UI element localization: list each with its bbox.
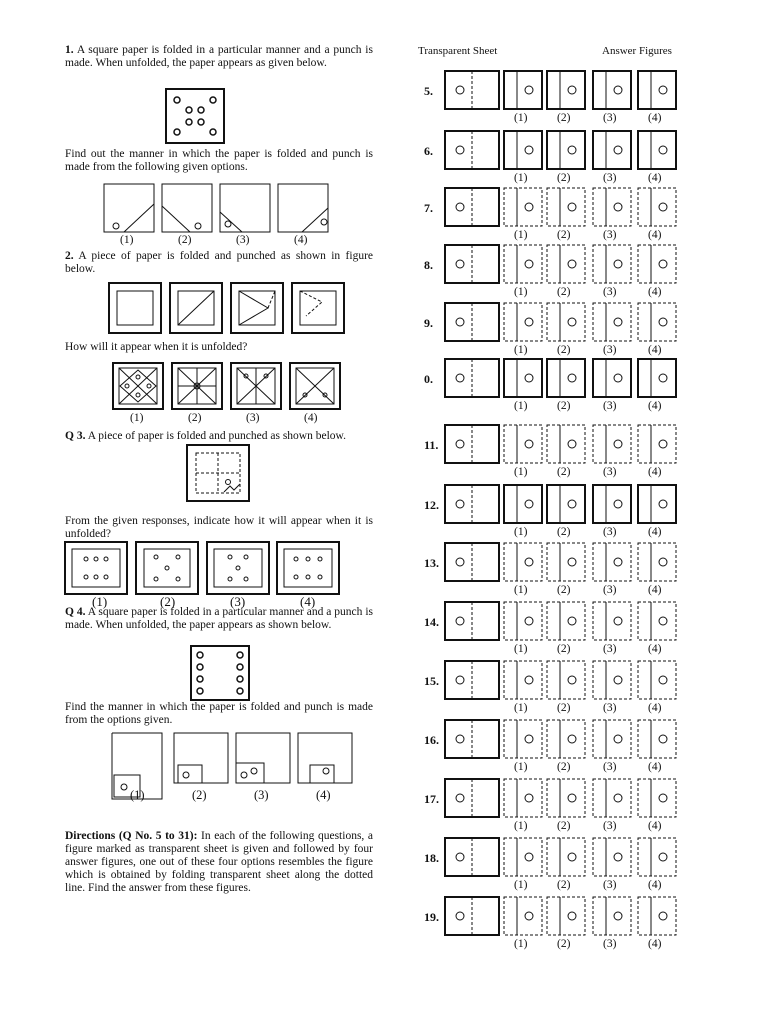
answer-option-label[interactable]: (4) bbox=[648, 400, 662, 412]
answer-figure[interactable] bbox=[503, 601, 543, 641]
answer-figure[interactable] bbox=[637, 358, 677, 398]
answer-figure[interactable] bbox=[592, 778, 632, 818]
question-number: 0. bbox=[424, 372, 433, 386]
q1-followup: Find out the manner in which the paper is folded and punch is made from the following given options. bbox=[65, 148, 373, 173]
answer-figure[interactable] bbox=[546, 424, 586, 464]
question-number: 18. bbox=[424, 851, 439, 865]
answer-option-label[interactable]: (4) bbox=[648, 526, 662, 538]
answer-figure[interactable] bbox=[503, 778, 543, 818]
answer-figure[interactable] bbox=[503, 719, 543, 759]
answer-option-label[interactable]: (3) bbox=[603, 938, 617, 950]
answer-option-label[interactable]: (2) bbox=[557, 172, 571, 184]
question-number: 11. bbox=[424, 438, 439, 452]
answer-figure[interactable] bbox=[637, 302, 677, 342]
question-number: 5. bbox=[424, 84, 433, 98]
question-number: 16. bbox=[424, 733, 439, 747]
answer-option-label[interactable]: (1) bbox=[514, 466, 528, 478]
answer-figures-header: Answer Figures bbox=[602, 45, 672, 57]
q1-number: 1. bbox=[65, 44, 74, 56]
answer-option-label[interactable]: (3) bbox=[603, 879, 617, 891]
answer-figure[interactable] bbox=[503, 244, 543, 284]
transparent-sheet-figure bbox=[444, 778, 500, 818]
answer-figure[interactable] bbox=[546, 542, 586, 582]
q3-option-2[interactable]: (2) bbox=[160, 594, 176, 609]
answer-figure[interactable] bbox=[546, 601, 586, 641]
answer-option-label[interactable]: (4) bbox=[648, 112, 662, 124]
directions-label: Directions (Q No. 5 to 31): bbox=[65, 830, 198, 842]
answer-option-label[interactable]: (1) bbox=[514, 400, 528, 412]
answer-figure[interactable] bbox=[592, 302, 632, 342]
answer-option-label[interactable]: (1) bbox=[514, 879, 528, 891]
question-number: 9. bbox=[424, 316, 433, 330]
transparent-sheet-figure bbox=[444, 302, 500, 342]
q2-folding-sequence bbox=[108, 282, 348, 334]
transparent-sheet-figure bbox=[444, 542, 500, 582]
answer-figure[interactable] bbox=[546, 187, 586, 227]
answer-option-label[interactable]: (4) bbox=[648, 229, 662, 241]
answer-figure[interactable] bbox=[503, 542, 543, 582]
q3-folded-figure bbox=[186, 444, 250, 502]
answer-option-label[interactable]: (2) bbox=[557, 112, 571, 124]
q3-option-figures bbox=[64, 541, 340, 595]
answer-figure[interactable] bbox=[546, 70, 586, 110]
answer-figure[interactable] bbox=[546, 778, 586, 818]
answer-option-label[interactable]: (2) bbox=[557, 702, 571, 714]
q1-option-2[interactable]: (2) bbox=[178, 234, 192, 246]
question-number: 13. bbox=[424, 556, 439, 570]
transparent-sheet-header: Transparent Sheet bbox=[418, 45, 498, 57]
transparent-sheet-figure bbox=[444, 660, 500, 700]
q4-question: A square paper is folded in a particular manner and a punch is made. When unfolded, the paper appears as shown below. bbox=[65, 606, 373, 631]
answer-figure[interactable] bbox=[546, 302, 586, 342]
q2-text bbox=[65, 250, 373, 276]
answer-figure[interactable] bbox=[592, 70, 632, 110]
q1-option-figures bbox=[102, 182, 334, 234]
q4-text bbox=[65, 606, 373, 632]
answer-figure[interactable] bbox=[592, 358, 632, 398]
answer-figure[interactable] bbox=[637, 719, 677, 759]
answer-option-label[interactable]: (3) bbox=[603, 172, 617, 184]
question-number: 7. bbox=[424, 201, 433, 215]
answer-option-label[interactable]: (3) bbox=[603, 400, 617, 412]
answer-figure[interactable] bbox=[592, 719, 632, 759]
answer-option-label[interactable]: (1) bbox=[514, 761, 528, 773]
answer-figure[interactable] bbox=[546, 660, 586, 700]
answer-figure[interactable] bbox=[546, 358, 586, 398]
answer-option-label[interactable]: (1) bbox=[514, 643, 528, 655]
answer-figure[interactable] bbox=[546, 896, 586, 936]
answer-figure[interactable] bbox=[592, 837, 632, 877]
answer-option-label[interactable]: (1) bbox=[514, 702, 528, 714]
q2-option-1[interactable]: (1) bbox=[130, 412, 144, 424]
answer-figure[interactable] bbox=[637, 837, 677, 877]
answer-option-label[interactable]: (1) bbox=[514, 820, 528, 832]
answer-option-label[interactable]: (1) bbox=[514, 938, 528, 950]
answer-option-label[interactable]: (3) bbox=[603, 344, 617, 356]
answer-figure[interactable] bbox=[592, 660, 632, 700]
answer-option-label[interactable]: (4) bbox=[648, 643, 662, 655]
q4-unfolded-figure bbox=[190, 645, 250, 701]
transparent-sheet-figure bbox=[444, 358, 500, 398]
answer-option-label[interactable]: (3) bbox=[603, 466, 617, 478]
answer-figure[interactable] bbox=[503, 424, 543, 464]
transparent-sheet-figure bbox=[444, 244, 500, 284]
answer-option-label[interactable]: (2) bbox=[557, 938, 571, 950]
answer-option-label[interactable]: (2) bbox=[557, 526, 571, 538]
answer-option-label[interactable]: (4) bbox=[648, 286, 662, 298]
answer-figure[interactable] bbox=[592, 896, 632, 936]
answer-option-label[interactable]: (2) bbox=[557, 761, 571, 773]
q4-option-3[interactable]: (3) bbox=[254, 788, 269, 802]
answer-option-label[interactable]: (2) bbox=[557, 344, 571, 356]
answer-option-label[interactable]: (3) bbox=[603, 526, 617, 538]
answer-figure[interactable] bbox=[546, 130, 586, 170]
answer-option-label[interactable]: (1) bbox=[514, 229, 528, 241]
question-number: 8. bbox=[424, 258, 433, 272]
answer-option-label[interactable]: (2) bbox=[557, 400, 571, 412]
answer-figure[interactable] bbox=[637, 424, 677, 464]
answer-option-label[interactable]: (3) bbox=[603, 286, 617, 298]
answer-option-label[interactable]: (2) bbox=[557, 466, 571, 478]
answer-option-label[interactable]: (4) bbox=[648, 584, 662, 596]
answer-figure[interactable] bbox=[503, 302, 543, 342]
transparent-sheet-figure bbox=[444, 896, 500, 936]
answer-option-label[interactable]: (4) bbox=[648, 761, 662, 773]
answer-figure[interactable] bbox=[592, 484, 632, 524]
question-number: 14. bbox=[424, 615, 439, 629]
answer-option-label[interactable]: (2) bbox=[557, 286, 571, 298]
answer-figure[interactable] bbox=[637, 484, 677, 524]
answer-figure[interactable] bbox=[637, 130, 677, 170]
q1-text bbox=[65, 44, 373, 70]
question-number: 15. bbox=[424, 674, 439, 688]
q3-option-4[interactable]: (4) bbox=[300, 594, 316, 609]
answer-option-label[interactable]: (2) bbox=[557, 879, 571, 891]
answer-option-label[interactable]: (4) bbox=[648, 344, 662, 356]
answer-figure[interactable] bbox=[503, 358, 543, 398]
answer-option-label[interactable]: (1) bbox=[514, 286, 528, 298]
answer-option-label[interactable]: (1) bbox=[514, 172, 528, 184]
answer-option-label[interactable]: (2) bbox=[557, 820, 571, 832]
answer-option-label[interactable]: (3) bbox=[603, 702, 617, 714]
q1-unfolded-figure bbox=[165, 88, 225, 144]
transparent-sheet-figure bbox=[444, 601, 500, 641]
q3-followup: From the given responses, indicate how it will appear when it is unfolded? bbox=[65, 515, 373, 540]
answer-option-label[interactable]: (3) bbox=[603, 112, 617, 124]
answer-option-label[interactable]: (1) bbox=[514, 584, 528, 596]
question-number: 12. bbox=[424, 498, 439, 512]
answer-figure[interactable] bbox=[546, 244, 586, 284]
q2-option-3[interactable]: (3) bbox=[246, 412, 260, 424]
directions-text: In each of the following questions, a figure marked as transparent sheet is given and followed by four answer figures, one out of these four options resembles the figure which is obtained by folding transparent sheet along the dotted line. Find the answer from these figures. bbox=[65, 830, 373, 894]
answer-figure[interactable] bbox=[637, 187, 677, 227]
answer-figure[interactable] bbox=[546, 837, 586, 877]
answer-option-label[interactable]: (4) bbox=[648, 820, 662, 832]
q4-option-2[interactable]: (2) bbox=[192, 788, 207, 802]
answer-option-label[interactable]: (2) bbox=[557, 229, 571, 241]
q2-followup: How will it appear when it is unfolded? bbox=[65, 341, 248, 353]
answer-figure[interactable] bbox=[546, 484, 586, 524]
answer-option-label[interactable]: (3) bbox=[603, 584, 617, 596]
transparent-sheet-figure bbox=[444, 424, 500, 464]
q2-option-4[interactable]: (4) bbox=[304, 412, 318, 424]
transparent-sheet-figure bbox=[444, 837, 500, 877]
answer-figure[interactable] bbox=[592, 542, 632, 582]
answer-figure[interactable] bbox=[592, 424, 632, 464]
answer-figure[interactable] bbox=[546, 719, 586, 759]
q3-question: A piece of paper is folded and punched as shown below. bbox=[87, 430, 346, 442]
answer-figure[interactable] bbox=[503, 70, 543, 110]
q4-followup: Find the manner in which the paper is folded and punch is made from the options given. bbox=[65, 701, 373, 726]
answer-option-label[interactable]: (1) bbox=[514, 344, 528, 356]
answer-option-label[interactable]: (1) bbox=[514, 112, 528, 124]
transparent-sheet-figure bbox=[444, 484, 500, 524]
answer-figure[interactable] bbox=[592, 187, 632, 227]
answer-figure[interactable] bbox=[592, 601, 632, 641]
q3-text bbox=[65, 430, 373, 443]
answer-option-label[interactable]: (4) bbox=[648, 938, 662, 950]
answer-option-label[interactable]: (4) bbox=[648, 172, 662, 184]
answer-figure[interactable] bbox=[503, 837, 543, 877]
q4-number: Q 4. bbox=[65, 606, 86, 618]
q1-option-4[interactable]: (4) bbox=[294, 234, 308, 246]
answer-option-label[interactable]: (3) bbox=[603, 820, 617, 832]
q2-option-figures bbox=[112, 362, 342, 410]
answer-option-label[interactable]: (4) bbox=[648, 702, 662, 714]
answer-figure[interactable] bbox=[637, 542, 677, 582]
q2-option-2[interactable]: (2) bbox=[188, 412, 202, 424]
answer-option-label[interactable]: (4) bbox=[648, 466, 662, 478]
q4-option-4[interactable]: (4) bbox=[316, 788, 331, 802]
q4-option-1[interactable]: (1) bbox=[130, 788, 145, 802]
transparent-sheet-figure bbox=[444, 719, 500, 759]
answer-figure[interactable] bbox=[503, 187, 543, 227]
answer-option-label[interactable]: (3) bbox=[603, 761, 617, 773]
answer-option-label[interactable]: (4) bbox=[648, 879, 662, 891]
directions bbox=[65, 830, 373, 895]
answer-figure[interactable] bbox=[637, 70, 677, 110]
answer-figure[interactable] bbox=[637, 660, 677, 700]
answer-figure[interactable] bbox=[503, 484, 543, 524]
question-number: 6. bbox=[424, 144, 433, 158]
q2-question: A piece of paper is folded and punched as shown in figure below. bbox=[65, 250, 373, 275]
q1-question: A square paper is folded in a particular manner and a punch is made. When unfolded, the paper appears as given below. bbox=[65, 44, 373, 69]
answer-figure[interactable] bbox=[592, 130, 632, 170]
answer-figure[interactable] bbox=[503, 130, 543, 170]
answer-figure[interactable] bbox=[592, 244, 632, 284]
question-number: 19. bbox=[424, 910, 439, 924]
q1-option-3[interactable]: (3) bbox=[236, 234, 250, 246]
answer-figure[interactable] bbox=[503, 660, 543, 700]
answer-option-label[interactable]: (2) bbox=[557, 584, 571, 596]
q3-number: Q 3. bbox=[65, 430, 86, 442]
answer-figure[interactable] bbox=[637, 778, 677, 818]
q3-option-1[interactable]: (1) bbox=[92, 594, 108, 609]
answer-figure[interactable] bbox=[637, 896, 677, 936]
transparent-sheet-figure bbox=[444, 187, 500, 227]
answer-figure[interactable] bbox=[637, 244, 677, 284]
answer-option-label[interactable]: (3) bbox=[603, 643, 617, 655]
transparent-sheet-figure bbox=[444, 70, 500, 110]
q2-number: 2. bbox=[65, 250, 74, 262]
q1-option-1[interactable]: (1) bbox=[120, 234, 134, 246]
transparent-sheet-figure bbox=[444, 130, 500, 170]
answer-figure[interactable] bbox=[637, 601, 677, 641]
answer-option-label[interactable]: (1) bbox=[514, 526, 528, 538]
question-number: 17. bbox=[424, 792, 439, 806]
answer-option-label[interactable]: (3) bbox=[603, 229, 617, 241]
answer-figure[interactable] bbox=[503, 896, 543, 936]
answer-option-label[interactable]: (2) bbox=[557, 643, 571, 655]
q3-option-3[interactable]: (3) bbox=[230, 594, 246, 609]
